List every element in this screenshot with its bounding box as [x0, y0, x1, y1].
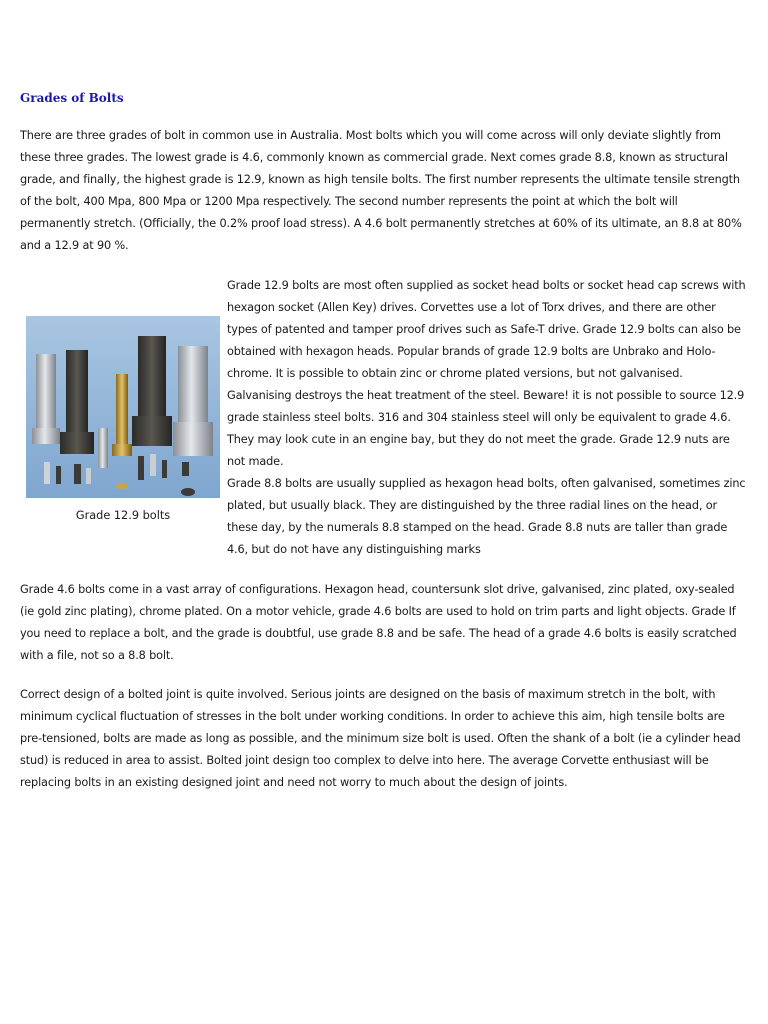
grade-12-9-paragraph: [227, 275, 747, 561]
bolt-shape: [60, 432, 94, 454]
grade-8-8-text: Grade 8.8 bolts are usually supplied as hexagon head bolts, often galvanised, sometimes zinc plated, but usually black. They are distinguished by the three radial lines on the head, or these day, by the numerals 8.8 stamped on the head. Grade 8.8 nuts are taller than grade 4.6, but do not have any distinguishing marks: [227, 477, 746, 556]
bolt-shape: [138, 336, 166, 422]
bolt-shape: [182, 462, 189, 476]
bolt-shape: [116, 374, 128, 450]
joint-design-paragraph: Correct design of a bolted joint is quite involved. Serious joints are designed on the basis of maximum stretch in the bolt, with minimum cyclical fluctuation of stresses in the bolt under working conditions. In order to achieve this aim, high tensile bolts are pre-tensioned, bolts are made as long as possible, and the minimum size bolt is used. Often the shank of a bolt (ie a cylinder head stud) is reduced in area to assist. Bolted joint design too complex to delve into here. The average Corvette enthusiast will be replacing bolts in an existing designed joint and need not worry to much about the design of joints.: [20, 688, 741, 789]
page-heading: Grades of Bolts: [20, 91, 124, 105]
bolt-shape: [162, 460, 167, 478]
nut-shape: [181, 488, 195, 496]
bolts-photo: [26, 316, 220, 498]
intro-paragraph: There are three grades of bolt in common use in Australia. Most bolts which you will come across will only deviate slightly from these three grades. The lowest grade is 4.6, commonly known as commercial grade. Next comes grade 8.8, known as structural grade, and finally, the highest grade is 12.9, known as high tensile bolts. The first number represents the ultimate tensile strength of the bolt, 400 Mpa, 800 Mpa or 1200 Mpa respectively. The second number represents the point at which the bolt will permanently stretch. (Officially, the 0.2% proof load stress). A 4.6 bolt permanently stretches at 60% of its ultimate, an 8.8 at 80% and a 12.9 at 90 %.: [20, 129, 742, 252]
grade-4-6-paragraph: Grade 4.6 bolts come in a vast array of configurations. Hexagon head, countersunk slot drive, galvanised, zinc plated, oxy-sealed (ie gold zinc plating), chrome plated. On a motor vehicle, grade 4.6 bolts are used to hold on trim parts and light objects. Grade If you need to replace a bolt, and the grade is doubtful, use grade 8.8 and be safe. The head of a grade 4.6 bolts is easily scratched with a file, not so a 8.8 bolt.: [20, 583, 737, 662]
figure-caption: Grade 12.9 bolts: [75, 509, 171, 522]
bolt-shape: [132, 416, 172, 446]
bolt-shape: [86, 468, 91, 484]
bolt-shape: [178, 346, 208, 426]
bolt-shape: [112, 444, 132, 456]
bolt-shape: [98, 428, 108, 468]
bolt-shape: [173, 422, 213, 456]
grade-12-9-text: Grade 12.9 bolts are most often supplied as socket head bolts or socket head cap screws with hexagon socket (Allen Key) drives. Corvettes use a lot of Torx drives, and there are other types of patented and tamper proof drives such as Safe-T drive. Grade 12.9 bolts can also be obtained with hexagon heads. Popular brands of grade 12.9 bolts are Unbrako and Holo-chrome. It is possible to obtain zinc or chrome plated versions, but not galvanised. Galvanising destroys the heat treatment of the steel. Beware! it is not possible to source 12.9 grade stainless steel bolts. 316 and 304 stainless steel will only be equivalent to grade 4.6. They may look cute in an engine bay, but they do not meet the grade. Grade 12.9 nuts are not made.: [227, 279, 746, 468]
nut-shape: [116, 483, 128, 489]
bolt-shape: [56, 466, 61, 484]
bolt-shape: [150, 454, 156, 476]
bolt-shape: [138, 456, 144, 480]
bolt-shape: [74, 464, 81, 484]
bolt-shape: [66, 350, 88, 436]
bolt-shape: [36, 354, 56, 432]
bolt-shape: [32, 428, 60, 444]
bolt-shape: [44, 462, 50, 484]
